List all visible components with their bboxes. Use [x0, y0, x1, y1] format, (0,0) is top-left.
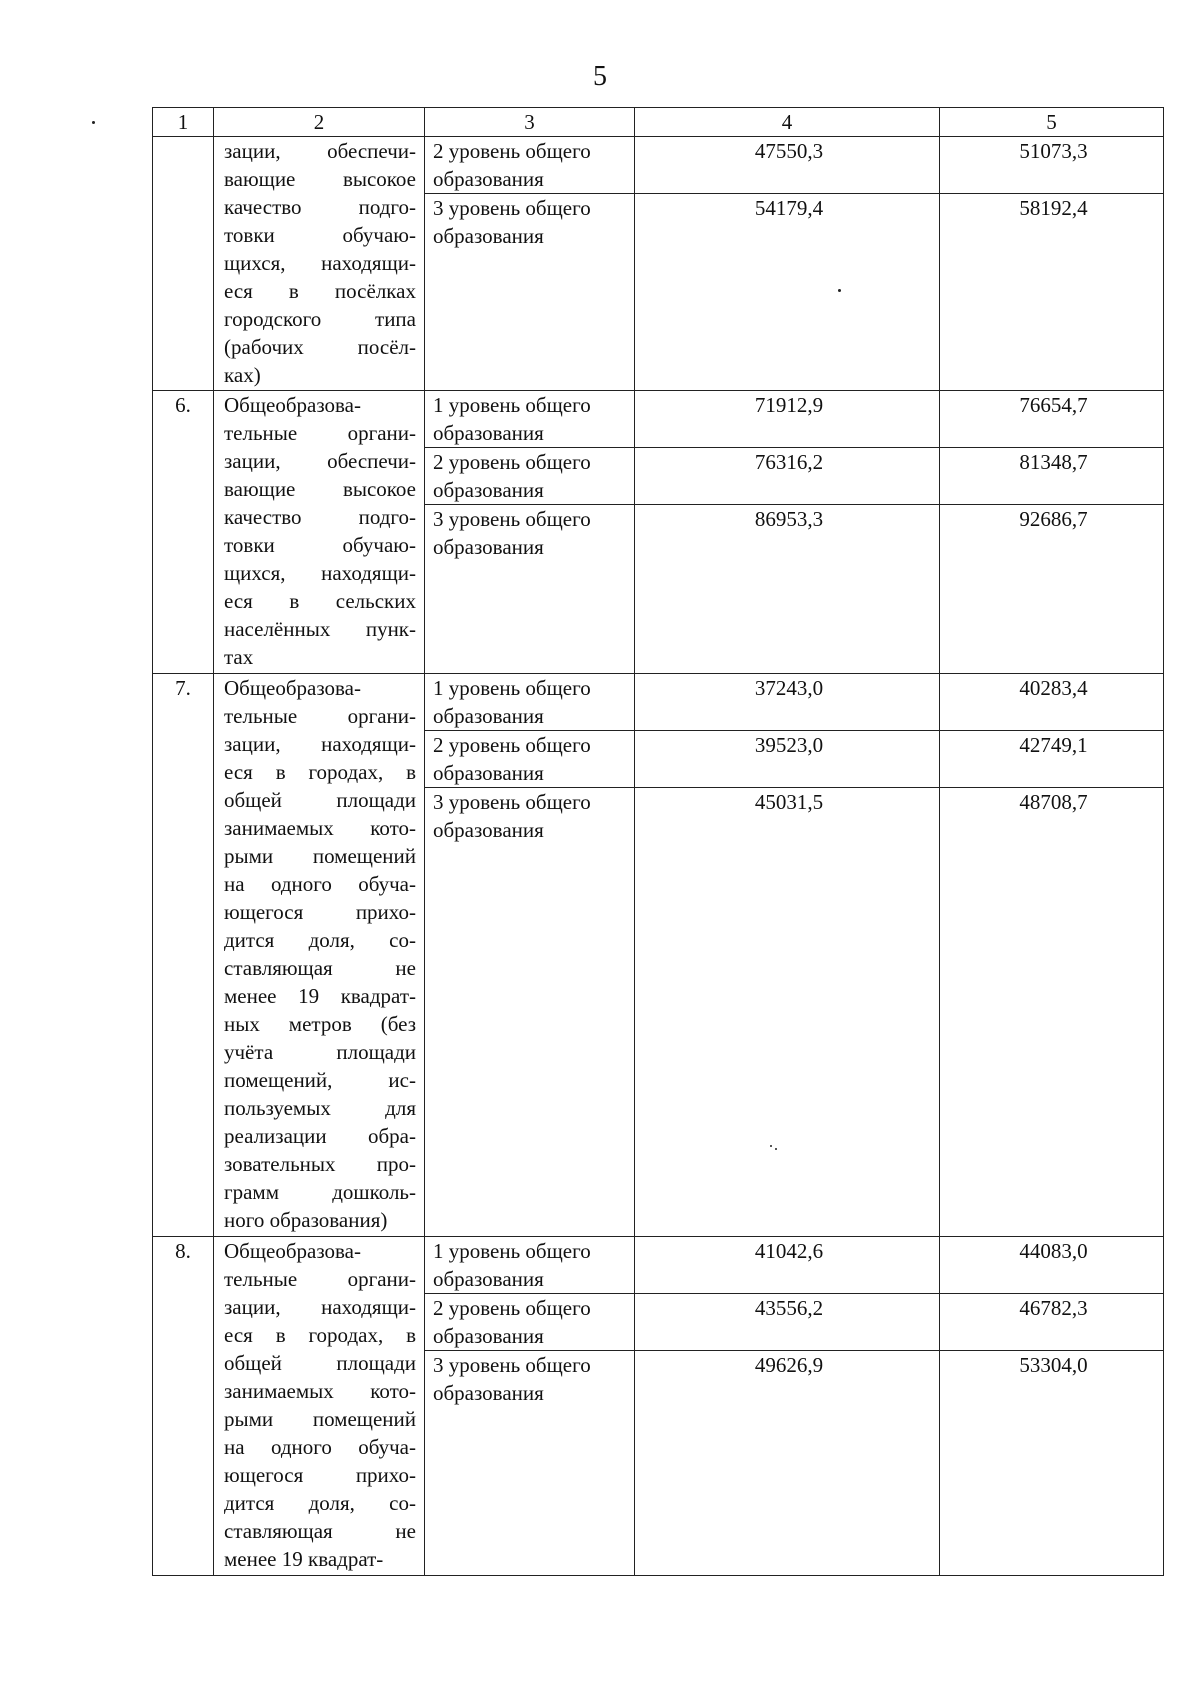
description-line: вающие высокое: [224, 167, 416, 191]
header-cell-2: 2: [214, 108, 425, 137]
value-text: 71912,9: [754, 393, 824, 417]
description-line: тельные органи-: [224, 704, 416, 728]
value-col-5: [940, 674, 1164, 731]
value-col-5: [940, 1351, 1164, 1576]
description-line: Общеобразова-: [224, 676, 361, 700]
value-text: 92686,7: [1019, 507, 1088, 531]
header-cell-3: 3: [425, 108, 635, 137]
description-line: еся в городах, в: [224, 1323, 416, 1347]
value-col-5: [940, 731, 1164, 788]
page-number: 5: [593, 61, 607, 92]
description-line: зации, обеспечи-: [224, 139, 416, 163]
header-cell-4: 4: [635, 108, 940, 137]
value-text: 86953,3: [754, 507, 824, 531]
description-line: пользуемых для: [224, 1096, 416, 1120]
description-line: товки обучаю-: [224, 533, 416, 557]
description-line: рыми помещений: [224, 844, 416, 868]
value-text: 76316,2: [754, 450, 824, 474]
description-line: ставляющая не: [224, 1519, 416, 1543]
value-text: 40283,4: [1019, 676, 1088, 700]
description-line: ках): [224, 363, 261, 387]
description-line: менее 19 квадрат-: [224, 1547, 384, 1571]
value-col-4: [635, 674, 940, 731]
description-line: ющегося прихо-: [224, 900, 416, 924]
education-level: 2 уровень общего образования: [425, 137, 635, 194]
table-row: [153, 1237, 1164, 1294]
education-level: 2 уровень общего образования: [425, 448, 635, 505]
description-line: тельные органи-: [224, 1267, 416, 1291]
education-level: 2 уровень общего образования: [425, 1294, 635, 1351]
description-line: качество подго-: [224, 505, 416, 529]
value-col-4: [635, 448, 940, 505]
table-row: [153, 391, 1164, 448]
value-text: 54179,4: [754, 196, 824, 220]
description-line: ставляющая не: [224, 956, 416, 980]
value-col-4: [635, 1351, 940, 1576]
description-line: ного образования): [224, 1208, 388, 1232]
organization-description: [214, 1237, 425, 1576]
description-line: общей площади: [224, 1351, 416, 1375]
description-line: рыми помещений: [224, 1407, 416, 1431]
description-line: учёта площади: [224, 1040, 416, 1064]
description-line: населённых пунк-: [224, 617, 416, 641]
description-line: на одного обуча-: [224, 872, 416, 896]
description-line: ющегося прихо-: [224, 1463, 416, 1487]
description-line: вающие высокое: [224, 477, 416, 501]
value-text: 43556,2: [754, 1296, 824, 1320]
header-cell-1: 1: [153, 108, 214, 137]
value-text: 45031,5: [754, 790, 824, 814]
education-level: 3 уровень общего образования: [425, 788, 635, 1237]
description-line: зации, находящи-: [224, 1295, 416, 1319]
description-line: щихся, находящи-: [224, 561, 416, 585]
organization-description: [214, 391, 425, 674]
value-text: 42749,1: [1019, 733, 1088, 757]
row-number: 6.: [153, 391, 214, 674]
description-line: на одного обуча-: [224, 1435, 416, 1459]
description-line: занимаемых кото-: [224, 1379, 416, 1403]
value-col-5: [940, 1294, 1164, 1351]
value-text: 81348,7: [1019, 450, 1088, 474]
description-line: тах: [224, 645, 254, 669]
value-text: 53304,0: [1019, 1353, 1088, 1377]
header-cell-5: 5: [940, 108, 1164, 137]
description-line: помещений, ис-: [224, 1068, 416, 1092]
education-level: 3 уровень общего образования: [425, 194, 635, 391]
description-line: зации, находящи-: [224, 732, 416, 756]
value-col-4: [635, 1237, 940, 1294]
description-line: дится доля, со-: [224, 928, 416, 952]
row-number: [153, 137, 214, 391]
value-text: 46782,3: [1019, 1296, 1088, 1320]
organization-description: [214, 674, 425, 1237]
value-col-5: [940, 448, 1164, 505]
value-text: 49626,9: [754, 1353, 824, 1377]
value-col-4: [635, 505, 940, 674]
education-level: 3 уровень общего образования: [425, 505, 635, 674]
value-text: 47550,3: [754, 139, 824, 163]
value-text: 58192,4: [1019, 196, 1088, 220]
description-line: городского типа: [224, 307, 416, 331]
education-level: 1 уровень общего образования: [425, 674, 635, 731]
value-col-4: [635, 731, 940, 788]
description-line: (рабочих посёл-: [224, 335, 416, 359]
table-row: [153, 674, 1164, 731]
description-line: грамм дошколь-: [224, 1180, 416, 1204]
value-text: 44083,0: [1019, 1239, 1088, 1263]
organization-description: [214, 137, 425, 391]
description-line: тельные органи-: [224, 421, 416, 445]
education-level: 3 уровень общего образования: [425, 1351, 635, 1576]
scan-speck: [92, 121, 95, 124]
description-line: зации, обеспечи-: [224, 449, 416, 473]
value-col-5: [940, 1237, 1164, 1294]
description-line: менее 19 квадрат-: [224, 984, 416, 1008]
value-col-4: [635, 1294, 940, 1351]
tariff-table: [152, 107, 1164, 1576]
description-line: качество подго-: [224, 195, 416, 219]
description-line: Общеобразова-: [224, 1239, 361, 1263]
description-line: общей площади: [224, 788, 416, 812]
value-col-4: [635, 137, 940, 194]
value-text: 51073,3: [1019, 139, 1088, 163]
value-col-5: [940, 391, 1164, 448]
value-text: 41042,6: [754, 1239, 824, 1263]
description-line: товки обучаю-: [224, 223, 416, 247]
description-line: Общеобразова-: [224, 393, 361, 417]
value-text: 37243,0: [754, 676, 824, 700]
value-text: 39523,0: [754, 733, 824, 757]
description-line: еся в сельских: [224, 589, 416, 613]
education-level: 2 уровень общего образования: [425, 731, 635, 788]
row-number: 8.: [153, 1237, 214, 1576]
row-number: 7.: [153, 674, 214, 1237]
value-col-4: [635, 788, 940, 1237]
description-line: еся в посёлках: [224, 279, 416, 303]
header-row: [153, 108, 1164, 137]
description-line: ных метров (без: [224, 1012, 416, 1036]
value-col-4: [635, 391, 940, 448]
education-level: 1 уровень общего образования: [425, 1237, 635, 1294]
value-col-5: [940, 505, 1164, 674]
education-level: 1 уровень общего образования: [425, 391, 635, 448]
value-col-5: [940, 788, 1164, 1237]
value-col-4: [635, 194, 940, 391]
value-text: 76654,7: [1019, 393, 1088, 417]
description-line: реализации обра-: [224, 1124, 416, 1148]
description-line: дится доля, со-: [224, 1491, 416, 1515]
description-line: занимаемых кото-: [224, 816, 416, 840]
description-line: еся в городах, в: [224, 760, 416, 784]
description-line: щихся, находящи-: [224, 251, 416, 275]
table-row: [153, 137, 1164, 194]
description-line: зовательных про-: [224, 1152, 416, 1176]
value-col-5: [940, 137, 1164, 194]
value-col-5: [940, 194, 1164, 391]
value-text: 48708,7: [1019, 790, 1088, 814]
